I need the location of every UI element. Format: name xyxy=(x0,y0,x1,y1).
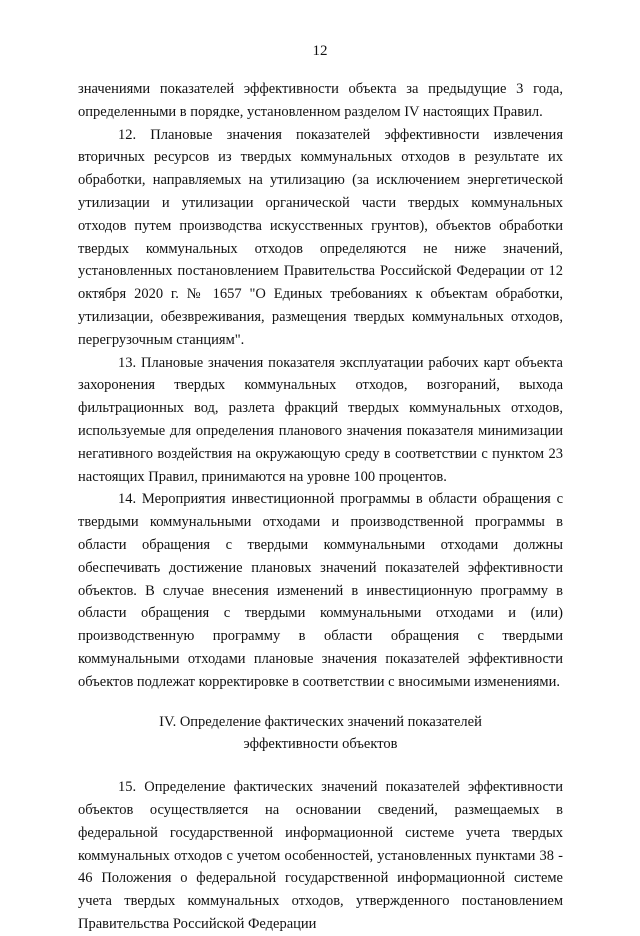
paragraph-14: 14. Мероприятия инвестиционной программы в области обращения с твердыми коммунальными отходами и производственной программы в области обращения с твердыми коммунальными отходами должны обеспечивать достижение плановых значений показателей эффективности объектов. В случае внесения изменений в инвестиционную программу в области обращения с твердыми коммунальными отходами и (или) производственную программу в области обращения с твердыми коммунальными отходами плановые значения показателей эффективности объектов подлежат корректировке в соответствии с вносимыми изменениями. xyxy=(78,491,563,690)
document-body xyxy=(78,78,563,936)
section-heading-line-1: IV. Определение фактических значений показателей xyxy=(159,713,482,730)
paragraph-continuation: значениями показателей эффективности объекта за предыдущие 3 года, определенными в порядке, установленном разделом IV настоящих Правил. xyxy=(78,81,563,120)
paragraph-12: 12. Плановые значения показателей эффективности извлечения вторичных ресурсов из твердых коммунальных отходов в результате их обработки, направляемых на утилизацию (за исключением энергетической утилизации и утилизации органической части твердых коммунальных отходов путем производства искусственных грунтов), объектов обработки твердых коммунальных отходов определяются не ниже значений, установленных постановлением Правительства Российской Федерации от 12 октября 2020 г. № 1657 "О Единых требованиях к объектам обработки, утилизации, обезвреживания, размещения твердых коммунальных отходов, перегрузочным станциям". xyxy=(78,126,563,348)
section-heading xyxy=(78,711,563,757)
section-heading-line-2: эффективности объектов xyxy=(243,736,398,753)
paragraph-15: 15. Определение фактических значений показателей эффективности объектов осуществляется на основании сведений, размещаемых в федеральной государственной информационной системе учета твердых коммунальных отходов с учетом особенностей, установленных пунктами 38 - 46 Положения о федеральной государственной информационной системе учета твердых коммунальных отходов, утвержденного постановлением Правительства Российской Федерации xyxy=(78,779,563,932)
page-number: 12 xyxy=(312,43,328,59)
paragraph-13: 13. Плановые значения показателя эксплуатации рабочих карт объекта захоронения твердых коммунальных отходов, возгораний, выхода фильтрационных вод, разлета фракций твердых коммунальных отходов, используемые для определения планового значения показателя минимизации негативного воздействия на окружающую среду в соответствии с пунктом 23 настоящих Правил, принимаются на уровне 100 процентов. xyxy=(78,354,563,485)
